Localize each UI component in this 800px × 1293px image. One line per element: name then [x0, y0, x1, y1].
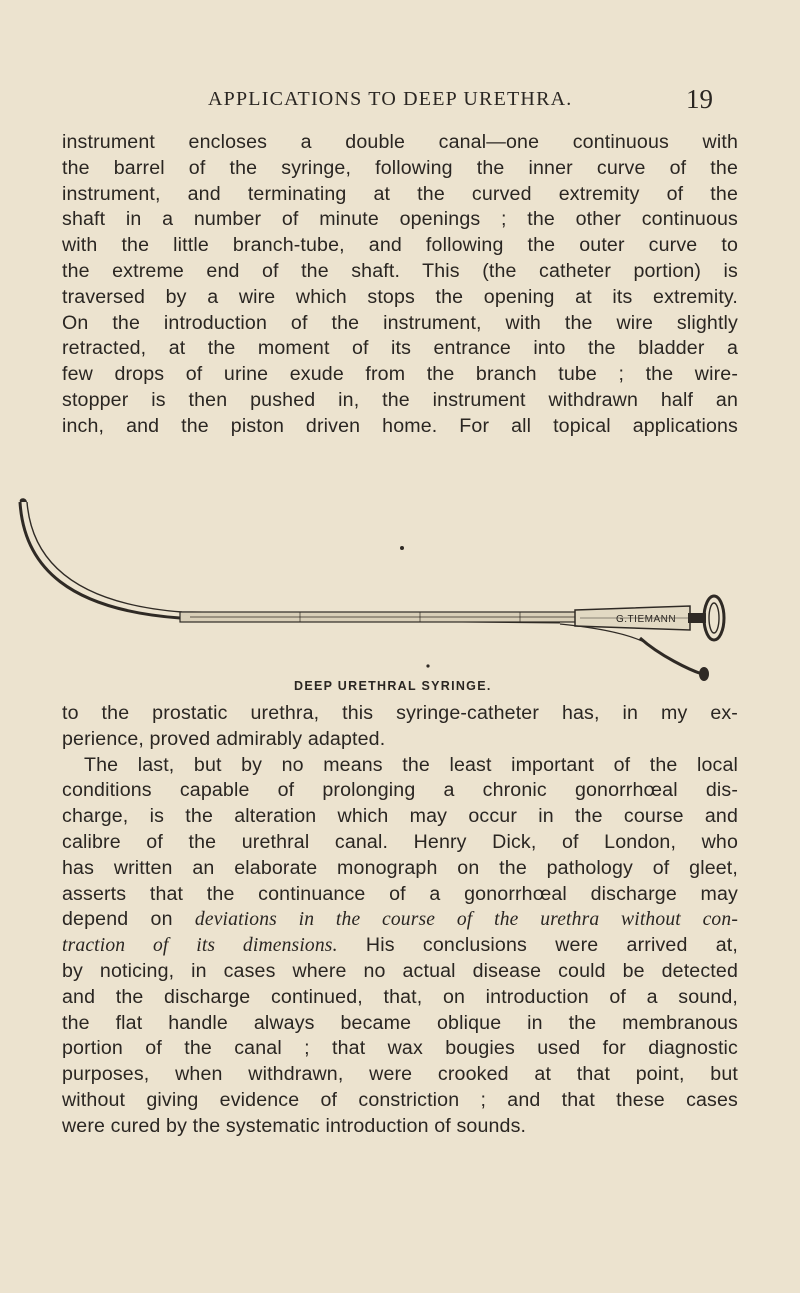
text-line: asserts that the continuance of a gonorrhœal discharge may [62, 882, 738, 905]
text-line: The last, but by no means the least important of the local [84, 753, 738, 776]
text-line: few drops of urine exude from the branch tube ; the wire- [62, 363, 738, 386]
text-line: perience, proved admirably adapted. [62, 727, 386, 750]
text-line: shaft in a number of minute openings ; the other continuous [62, 208, 738, 231]
text-run: His conclusions were arrived at, [337, 934, 738, 957]
text-line: stopper is then pushed in, the instrument withdrawn half an [62, 388, 738, 411]
syringe-figure [0, 488, 800, 698]
text-line: calibre of the urethral canal. Henry Dick, of London, who [62, 830, 738, 853]
text-line: conditions capable of prolonging a chronic gonorrhœal dis- [62, 779, 738, 802]
page-number: 19 [686, 84, 713, 114]
text-line: retracted, at the moment of its entrance into the bladder a [62, 337, 738, 360]
text-line: by noticing, in cases where no actual disease could be detected [62, 959, 738, 982]
text-line: On the introduction of the instrument, with the wire slightly [62, 311, 738, 334]
text-line-mixed [62, 933, 738, 959]
text-line: charge, is the alteration which may occur in the course and [62, 805, 738, 828]
text-line: has written an elaborate monograph on the pathology of gleet, [62, 856, 738, 879]
italic-run: traction of its dimensions. [62, 935, 338, 957]
text-line: instrument encloses a double canal—one continuous with [62, 131, 738, 153]
text-line: to the prostatic urethra, this syringe-catheter has, in my ex- [62, 702, 738, 724]
text-block-top [62, 130, 738, 440]
syringe-illustration-icon [0, 488, 800, 698]
text-line: instrument, and terminating at the curved extremity of the [62, 182, 738, 205]
text-line: and the discharge continued, that, on introduction of a sound, [62, 985, 738, 1008]
maker-mark: G.TIEMANN [616, 614, 677, 625]
italic-run: deviations in the course of the urethra without con- [194, 909, 738, 931]
figure-caption: DEEP URETHRAL SYRINGE. [294, 679, 492, 693]
text-line: the flat handle always became oblique in the membranous [62, 1011, 738, 1034]
text-line: traversed by a wire which stops the opening at its extremity. [62, 285, 738, 308]
text-line: purposes, when withdrawn, were crooked at that point, but [62, 1063, 738, 1086]
text-line: inch, and the piston driven home. For all topical applications [62, 414, 738, 437]
text-line: with the little branch-tube, and following the outer curve to [62, 234, 738, 257]
text-block-bottom [62, 701, 738, 1140]
text-line-mixed [62, 907, 738, 933]
text-line: the extreme end of the shaft. This (the catheter portion) is [62, 259, 738, 282]
text-line: portion of the canal ; that wax bougies used for diagnostic [62, 1037, 738, 1060]
text-line: were cured by the systematic introduction of sounds. [62, 1114, 527, 1137]
text-line: without giving evidence of constriction ; and that these cases [62, 1088, 738, 1111]
running-title: APPLICATIONS TO DEEP URETHRA. [208, 88, 573, 110]
text-run: depend on [62, 908, 195, 931]
page-header [0, 84, 800, 116]
text-line: the barrel of the syringe, following the inner curve of the [62, 156, 738, 179]
